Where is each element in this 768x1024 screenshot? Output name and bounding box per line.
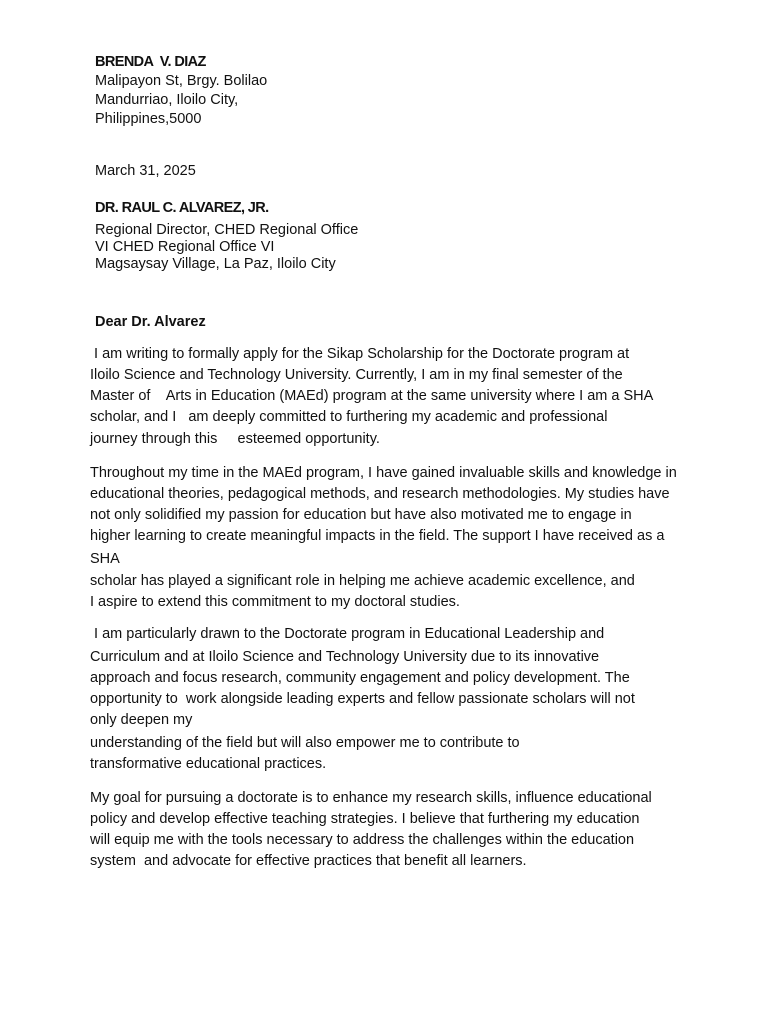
body-line: I am particularly drawn to the Doctorate program in Educational Leadership and xyxy=(90,626,605,642)
body-line: I am writing to formally apply for the Sikap Scholarship for the Doctorate program at xyxy=(90,346,630,362)
body-line: journey through this esteemed opportunity. xyxy=(90,431,380,447)
body-line: higher learning to create meaningful impacts in the field. The support I have received as a xyxy=(90,528,665,544)
sender-address-line: Philippines,5000 xyxy=(95,111,202,127)
body-line: SHA xyxy=(90,551,120,567)
body-line: educational theories, pedagogical methods, and research methodologies. My studies have xyxy=(90,486,670,502)
body-line: Master of Arts in Education (MAEd) program at the same university where I am a SHA xyxy=(90,388,654,404)
body-line: Throughout my time in the MAEd program, I have gained invaluable skills and knowledge in xyxy=(90,465,677,481)
body-line: not only solidified my passion for education but have also motivated me to engage in xyxy=(90,507,632,523)
body-line: My goal for pursuing a doctorate is to enhance my research skills, influence educational xyxy=(90,790,652,806)
body-line: transformative educational practices. xyxy=(90,756,327,772)
body-line: scholar, and I am deeply committed to furthering my academic and professional xyxy=(90,409,608,425)
body-line: understanding of the field but will also empower me to contribute to xyxy=(90,735,520,751)
body-line: will equip me with the tools necessary to address the challenges within the education xyxy=(90,832,635,848)
recipient-title-line: VI CHED Regional Office VI xyxy=(95,239,275,255)
recipient-title-line: Regional Director, CHED Regional Office xyxy=(95,222,359,238)
sender-address-line: Mandurriao, Iloilo City, xyxy=(95,92,239,108)
body-line: opportunity to work alongside leading experts and fellow passionate scholars will not xyxy=(90,691,635,707)
body-line: approach and focus research, community engagement and policy development. The xyxy=(90,670,630,686)
sender-address-line: Malipayon St, Brgy. Bolilao xyxy=(95,73,268,89)
recipient-address-line: Magsaysay Village, La Paz, Iloilo City xyxy=(95,256,336,272)
sender-name: BRENDA V. DIAZ xyxy=(95,54,206,70)
body-line: scholar has played a significant role in helping me achieve academic excellence, and xyxy=(90,573,635,589)
body-line: policy and develop effective teaching strategies. I believe that furthering my education xyxy=(90,811,640,827)
salutation: Dear Dr. Alvarez xyxy=(95,314,206,330)
body-line: Curriculum and at Iloilo Science and Technology University due to its innovative xyxy=(90,649,600,665)
body-line: only deepen my xyxy=(90,712,193,728)
letter-date: March 31, 2025 xyxy=(95,163,196,179)
body-line: Iloilo Science and Technology University. Currently, I am in my final semester of the xyxy=(90,367,623,383)
recipient-name: DR. RAUL C. ALVAREZ, JR. xyxy=(95,200,269,216)
body-line: I aspire to extend this commitment to my doctoral studies. xyxy=(90,594,460,610)
body-line: system and advocate for effective practices that benefit all learners. xyxy=(90,853,527,869)
